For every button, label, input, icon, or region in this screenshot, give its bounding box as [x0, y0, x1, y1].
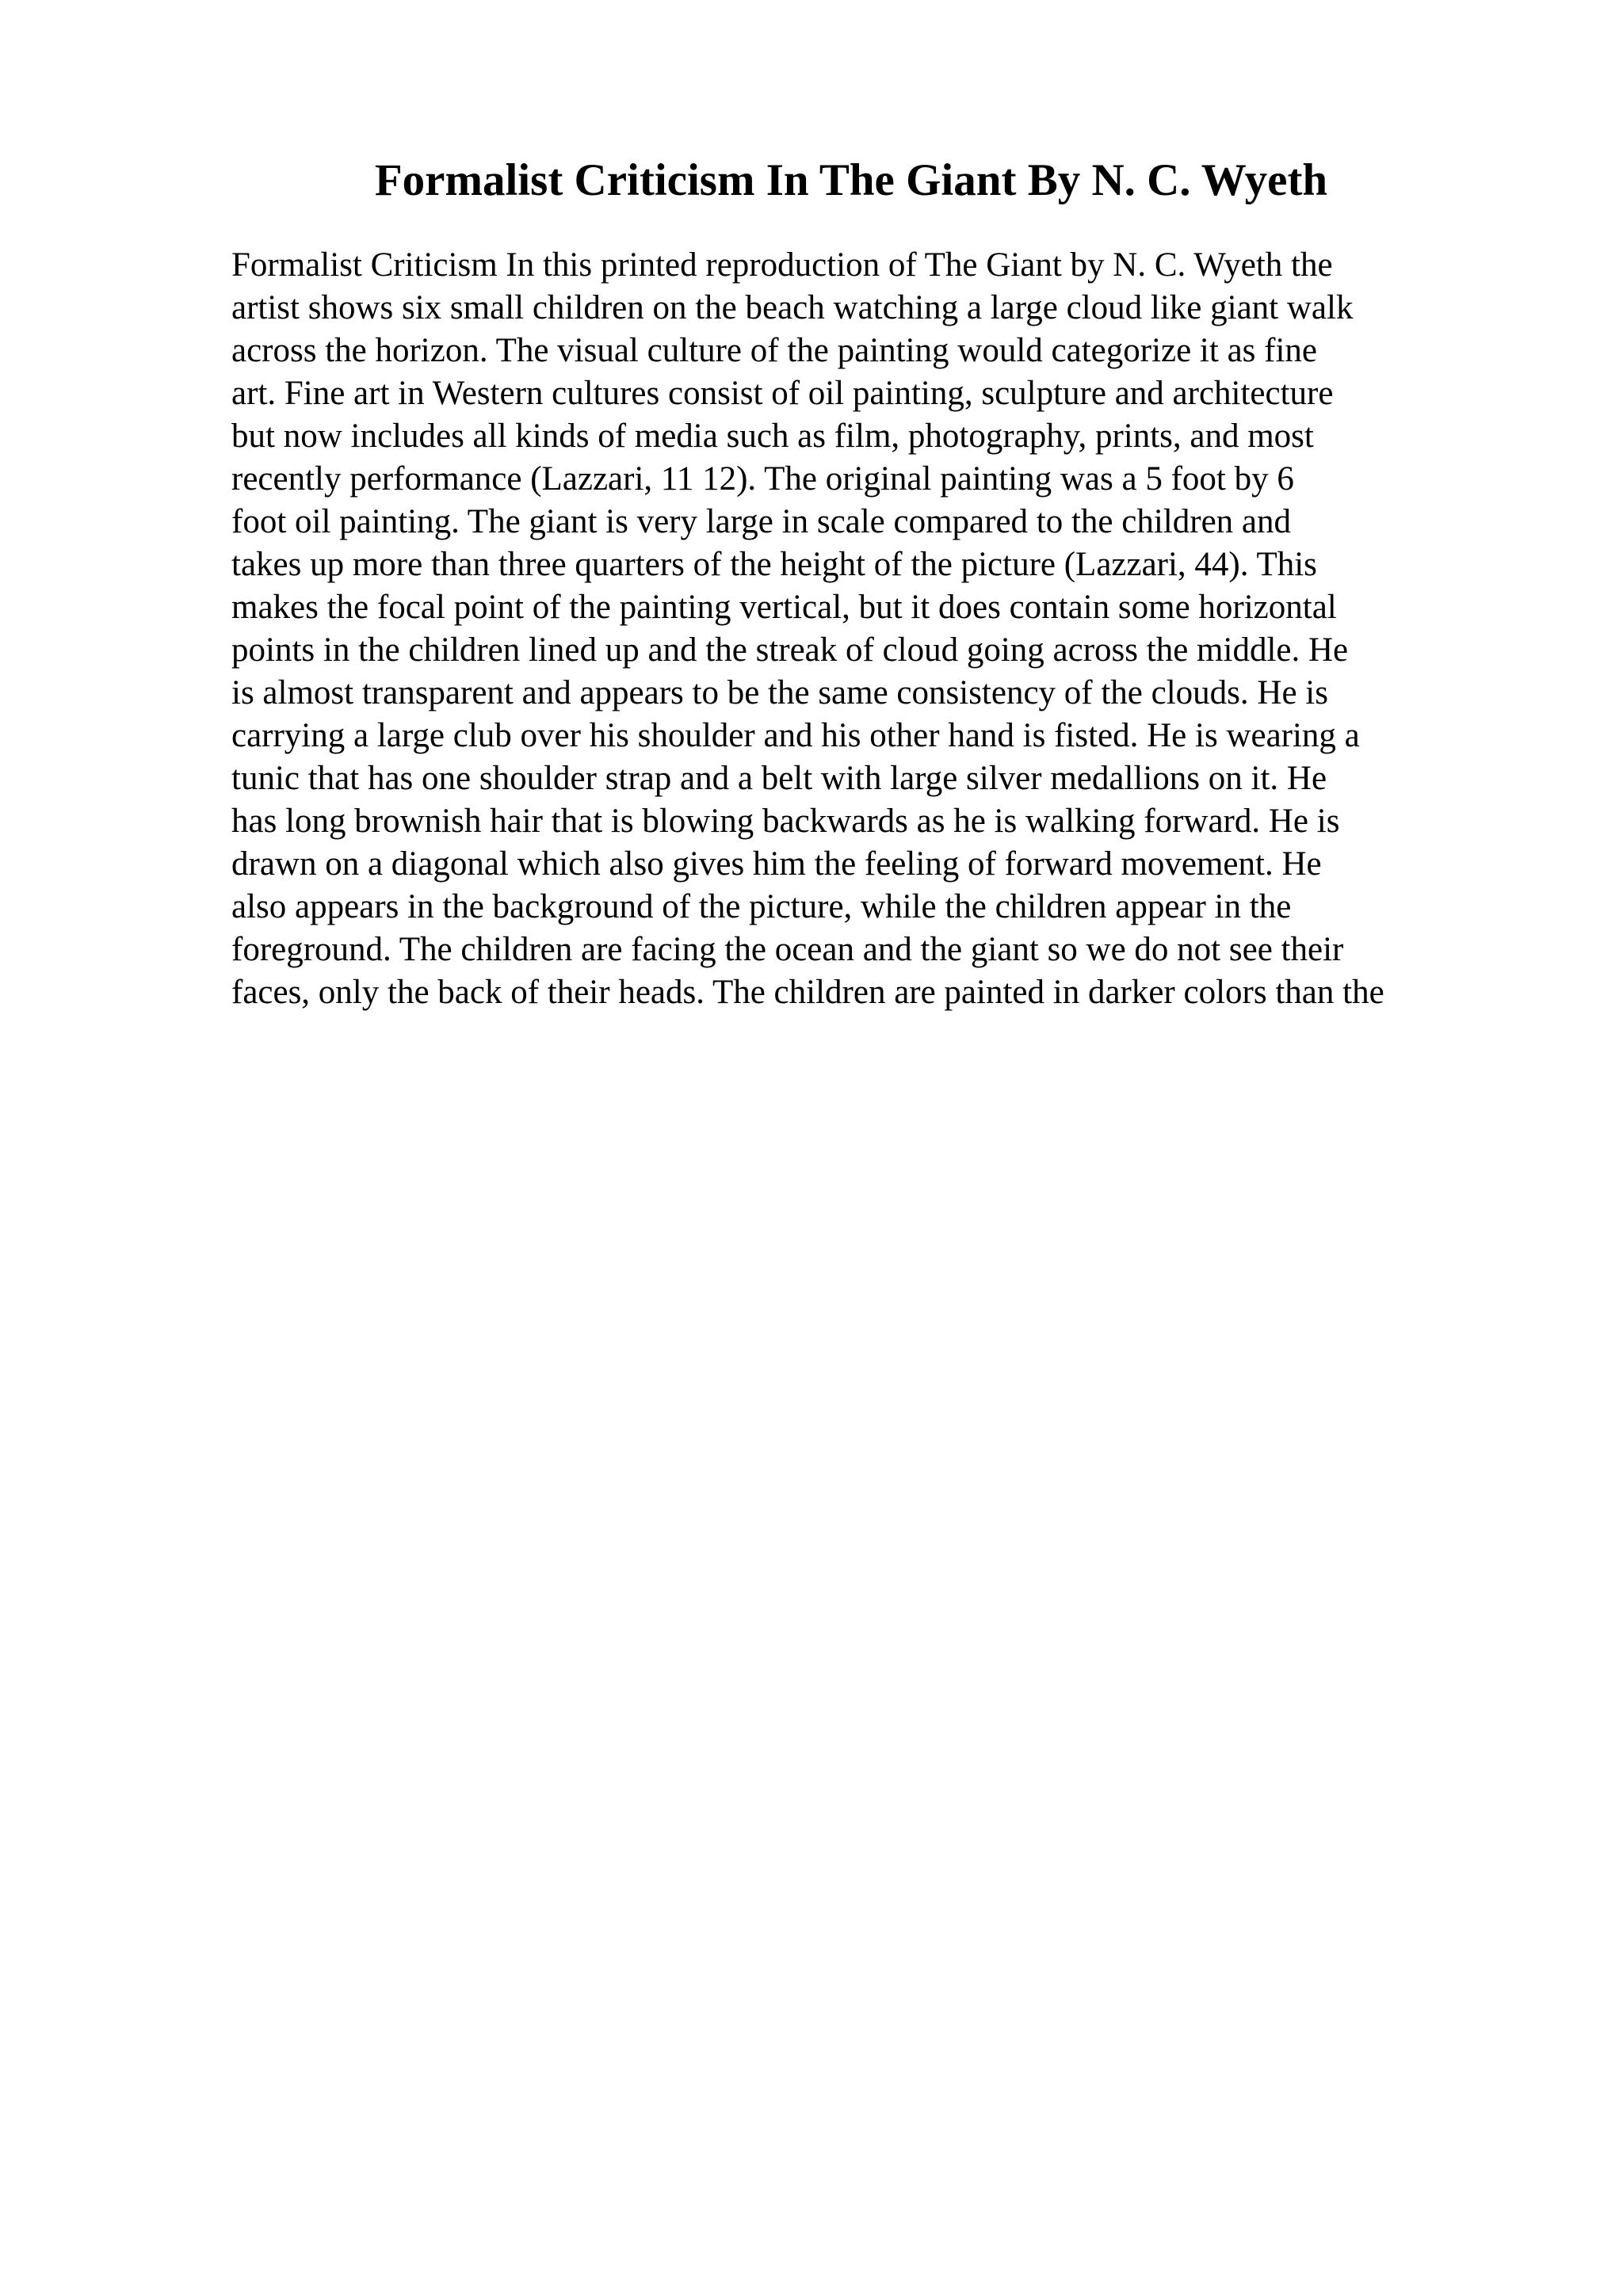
body-line: has long brownish hair that is blowing backwards as he is walking forward. He is	[231, 803, 1340, 840]
body-line: makes the focal point of the painting vertical, but it does contain some horizontal	[231, 589, 1337, 626]
body-line: foreground. The children are facing the ocean and the giant so we do not see their	[231, 931, 1344, 968]
body-line: across the horizon. The visual culture of the painting would categorize it as fine	[231, 332, 1317, 369]
body-line: is almost transparent and appears to be the same consistency of the clouds. He is	[231, 674, 1328, 711]
body-line: faces, only the back of their heads. The children are painted in darker colors than the	[231, 974, 1384, 1011]
body-line: drawn on a diagonal which also gives him the feeling of forward movement. He	[231, 845, 1322, 883]
body-line: recently performance (Lazzari, 11 12). The original painting was a 5 foot by 6	[231, 460, 1294, 498]
body-line: carrying a large club over his shoulder and his other hand is fisted. He is wearing a	[231, 717, 1360, 754]
body-line: artist shows six small children on the beach watching a large cloud like giant walk	[231, 289, 1354, 326]
document-title: Formalist Criticism In The Giant By N. C. Wyeth	[374, 155, 1328, 205]
body-line: Formalist Criticism In this printed reproduction of The Giant by N. C. Wyeth the	[231, 246, 1333, 284]
body-line: but now includes all kinds of media such as film, photography, prints, and most	[231, 418, 1314, 455]
body-line: points in the children lined up and the streak of cloud going across the middle. He	[231, 631, 1349, 669]
body-line: art. Fine art in Western cultures consist of oil painting, sculpture and architecture	[231, 375, 1334, 412]
body-line: foot oil painting. The giant is very large in scale compared to the children and	[231, 503, 1291, 540]
body-line: takes up more than three quarters of the height of the picture (Lazzari, 44). This	[231, 546, 1317, 583]
document-body	[231, 244, 1499, 1014]
body-line: tunic that has one shoulder strap and a belt with large silver medallions on it. He	[231, 760, 1327, 797]
body-line: also appears in the background of the picture, while the children appear in the	[231, 888, 1292, 925]
